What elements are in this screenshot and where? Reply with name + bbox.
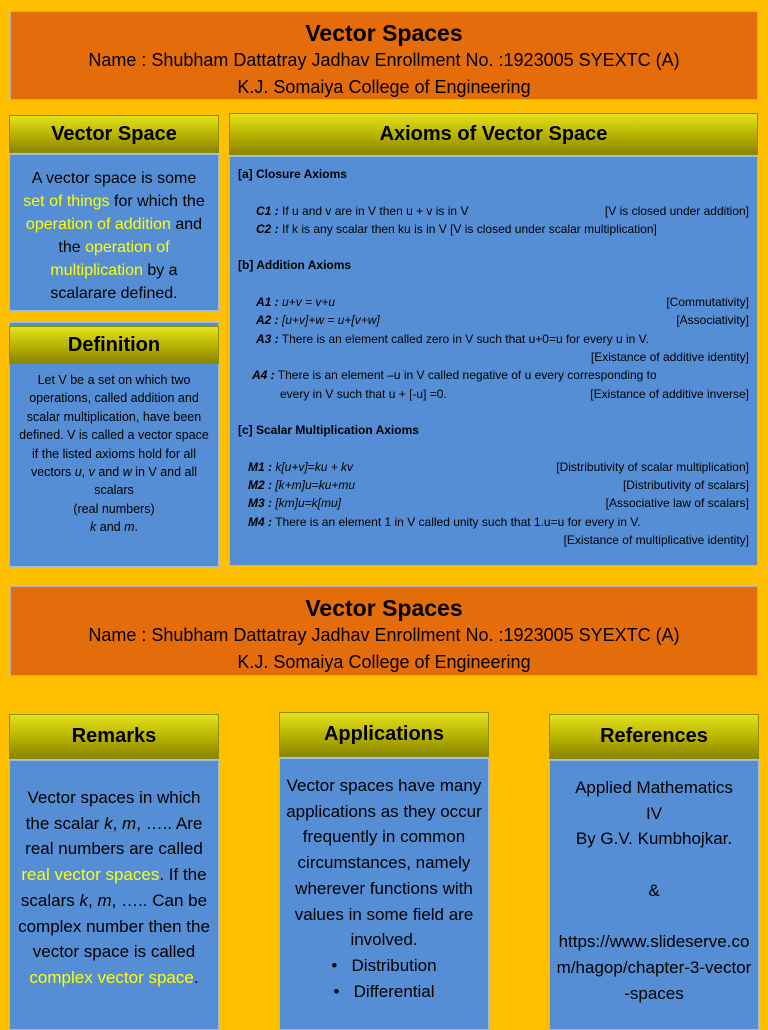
- bullet-distribution: [286, 953, 482, 979]
- def-part: (real numbers): [73, 501, 155, 516]
- axiom-note: [Existance of additive inverse]: [590, 386, 749, 401]
- axiom-a3-note-row: [238, 348, 749, 366]
- axiom-label: M3 :: [248, 496, 272, 511]
- references-text: [550, 761, 758, 1006]
- top-banner: [10, 11, 758, 100]
- axiom-text: There is an element called zero in V such that u+0=u for every u in V.: [278, 331, 649, 346]
- axioms-header: Axioms of Vector Space: [229, 113, 758, 155]
- axiom-a4-cont: [238, 385, 749, 403]
- axiom-text: If u and v are in V then u + v is in V: [278, 203, 469, 218]
- remarks-part: ,: [112, 813, 123, 833]
- remarks-part: , ….. Are real numbers are called: [25, 813, 203, 859]
- def-part: and: [96, 520, 125, 535]
- vs-text-part: A vector space is some: [31, 170, 197, 187]
- axiom-m4: [238, 513, 749, 531]
- definition-header: Definition: [9, 326, 219, 364]
- axiom-text: [km]u=k[mu]: [272, 496, 342, 511]
- def-var-u: u: [74, 465, 82, 480]
- remarks-part: .: [193, 967, 199, 987]
- axiom-text: k[u+v]=ku + kv: [272, 459, 354, 474]
- vector-space-text: [10, 155, 218, 305]
- axiom-label: C2 :: [256, 221, 279, 236]
- axiom-label: C1 :: [256, 203, 279, 218]
- remarks-header: Remarks: [9, 714, 219, 759]
- axiom-label: A3 :: [256, 331, 279, 346]
- axiom-m4-note-row: [238, 531, 749, 549]
- axiom-label: M2 :: [248, 478, 272, 493]
- bullet-differential: [286, 979, 482, 1005]
- axiom-note: [V is closed under addition]: [604, 203, 749, 218]
- remarks-part: , ….. Can be complex number then the vector space is called: [18, 890, 210, 962]
- ref-book-author: By G.V. Kumbhojkar.: [575, 829, 733, 849]
- axiom-note: [Commutativity]: [666, 295, 749, 310]
- axiom-label: M1 :: [248, 459, 272, 474]
- def-var-v: v: [88, 465, 95, 480]
- axiom-c1: [238, 202, 749, 220]
- banner-title: Vector Spaces: [305, 20, 463, 46]
- def-part: .: [134, 520, 138, 535]
- axiom-a2: [238, 311, 749, 329]
- vs-highlight-multiplication: operation of multiplication: [50, 239, 170, 279]
- vs-text-part: and the: [58, 216, 203, 256]
- banner-name-line: Name : Shubham Dattatray Jadhav Enrollment No. :1923005 SYEXTC (A): [88, 50, 680, 70]
- applications-header: Applications: [279, 712, 489, 757]
- axiom-a4: [238, 366, 749, 384]
- axiom-text: If k is any scalar then ku is in V [V is closed under scalar multiplication]: [278, 221, 657, 236]
- references-body: [549, 760, 759, 1030]
- remarks-var: k: [104, 813, 113, 833]
- bullet-label: Distribution: [351, 955, 437, 975]
- remarks-highlight-complex: complex vector space: [29, 967, 194, 987]
- def-part: and: [94, 465, 123, 480]
- axiom-note: [Distributivity of scalars]: [622, 478, 749, 493]
- axiom-note: [Distributivity of scalar multiplication]: [556, 459, 749, 474]
- references-header: References: [549, 714, 759, 759]
- axiom-text: There is an element 1 in V called unity such that 1.u=u for every in V.: [272, 514, 641, 529]
- remarks-body: [9, 760, 219, 1030]
- banner-college: K.J. Somaiya College of Engineering: [237, 77, 531, 97]
- axiom-a3: [238, 330, 749, 348]
- addition-title: [b] Addition Axioms: [238, 258, 352, 273]
- axiom-m1: [238, 458, 749, 476]
- ref-url-link[interactable]: https://www.slideserve.com/hagop/chapter-3-vector-spaces: [556, 932, 752, 1003]
- axioms-list: [230, 157, 757, 549]
- applications-body: [279, 758, 489, 1030]
- axiom-label: A4 :: [252, 368, 275, 383]
- axiom-label: M4 :: [248, 514, 272, 529]
- def-var-m: m: [124, 520, 135, 535]
- vector-space-header: Vector Space: [9, 115, 219, 153]
- def-part: in V and all scalars: [94, 465, 198, 498]
- axiom-a1: [238, 293, 749, 311]
- remarks-part: ,: [88, 890, 98, 910]
- def-var-w: w: [122, 465, 132, 480]
- axiom-text: [u+v]+w = u+[v+w]: [278, 313, 380, 328]
- remarks-part: . If the scalars: [20, 865, 207, 910]
- bullet-dot-icon: •: [333, 981, 340, 1001]
- axiom-label: A1 :: [256, 295, 279, 310]
- applications-text: [280, 759, 488, 1004]
- banner-name-line-2: Name : Shubham Dattatray Jadhav Enrollment No. :1923005 SYEXTC (A): [88, 625, 680, 645]
- ref-book-part: IV: [645, 803, 663, 823]
- bullet-label: Differential: [353, 981, 435, 1001]
- axiom-note: [Existance of multiplicative identity]: [563, 532, 749, 547]
- axiom-m3: [238, 494, 749, 512]
- def-part: ,: [81, 465, 89, 480]
- closure-title: [a] Closure Axioms: [238, 167, 347, 181]
- applications-paragraph: Vector spaces have many applications as they occur frequently in common circumstances, namely wherever functions with values in some field are involved.: [286, 776, 482, 950]
- axiom-text: There is an element –u in V called negative of u every corresponding to: [274, 368, 657, 383]
- ref-ampersand: &: [648, 880, 660, 900]
- ref-book-title: Applied Mathematics: [575, 778, 733, 797]
- axiom-text: every in V such that u + [-u] =0.: [280, 386, 447, 401]
- axiom-text: [k+m]u=ku+mu: [272, 478, 356, 493]
- axioms-body: [229, 156, 758, 566]
- axiom-label: A2 :: [256, 313, 279, 328]
- vs-highlight-things: set of things: [23, 193, 110, 210]
- def-part: Let V be a set on which two operations, called addition and scalar multiplication, have been defined. V is called a vector space if the listed axioms hold for all vectors: [19, 373, 209, 480]
- axiom-text: u+v = v+u: [278, 295, 336, 310]
- axiom-c2: [238, 220, 749, 238]
- banner-college-2: K.J. Somaiya College of Engineering: [237, 652, 531, 672]
- bullet-dot-icon: •: [331, 955, 338, 975]
- vs-highlight-addition: operation of addition: [25, 216, 171, 233]
- remarks-var: m: [122, 813, 137, 833]
- axiom-m2: [238, 476, 749, 494]
- scalar-title: [c] Scalar Multiplication Axioms: [238, 423, 419, 438]
- vector-space-body: [9, 154, 219, 311]
- remarks-text: [10, 761, 218, 991]
- axiom-note: [Existance of additive identity]: [590, 349, 749, 364]
- bottom-banner: [10, 586, 758, 676]
- axiom-note: [Associativity]: [676, 313, 749, 328]
- banner-title-2: Vector Spaces: [305, 595, 463, 621]
- vs-text-part: for which the: [109, 193, 205, 210]
- remarks-part: Vector spaces in which the scalar: [25, 788, 201, 833]
- remarks-highlight-real: real vector spaces: [21, 865, 160, 885]
- def-var-k: k: [90, 520, 97, 535]
- remarks-var: k: [79, 890, 88, 910]
- vs-text-part: by a scalarare defined.: [50, 262, 178, 302]
- remarks-var: m: [97, 890, 112, 910]
- axiom-note: [Associative law of scalars]: [605, 496, 749, 511]
